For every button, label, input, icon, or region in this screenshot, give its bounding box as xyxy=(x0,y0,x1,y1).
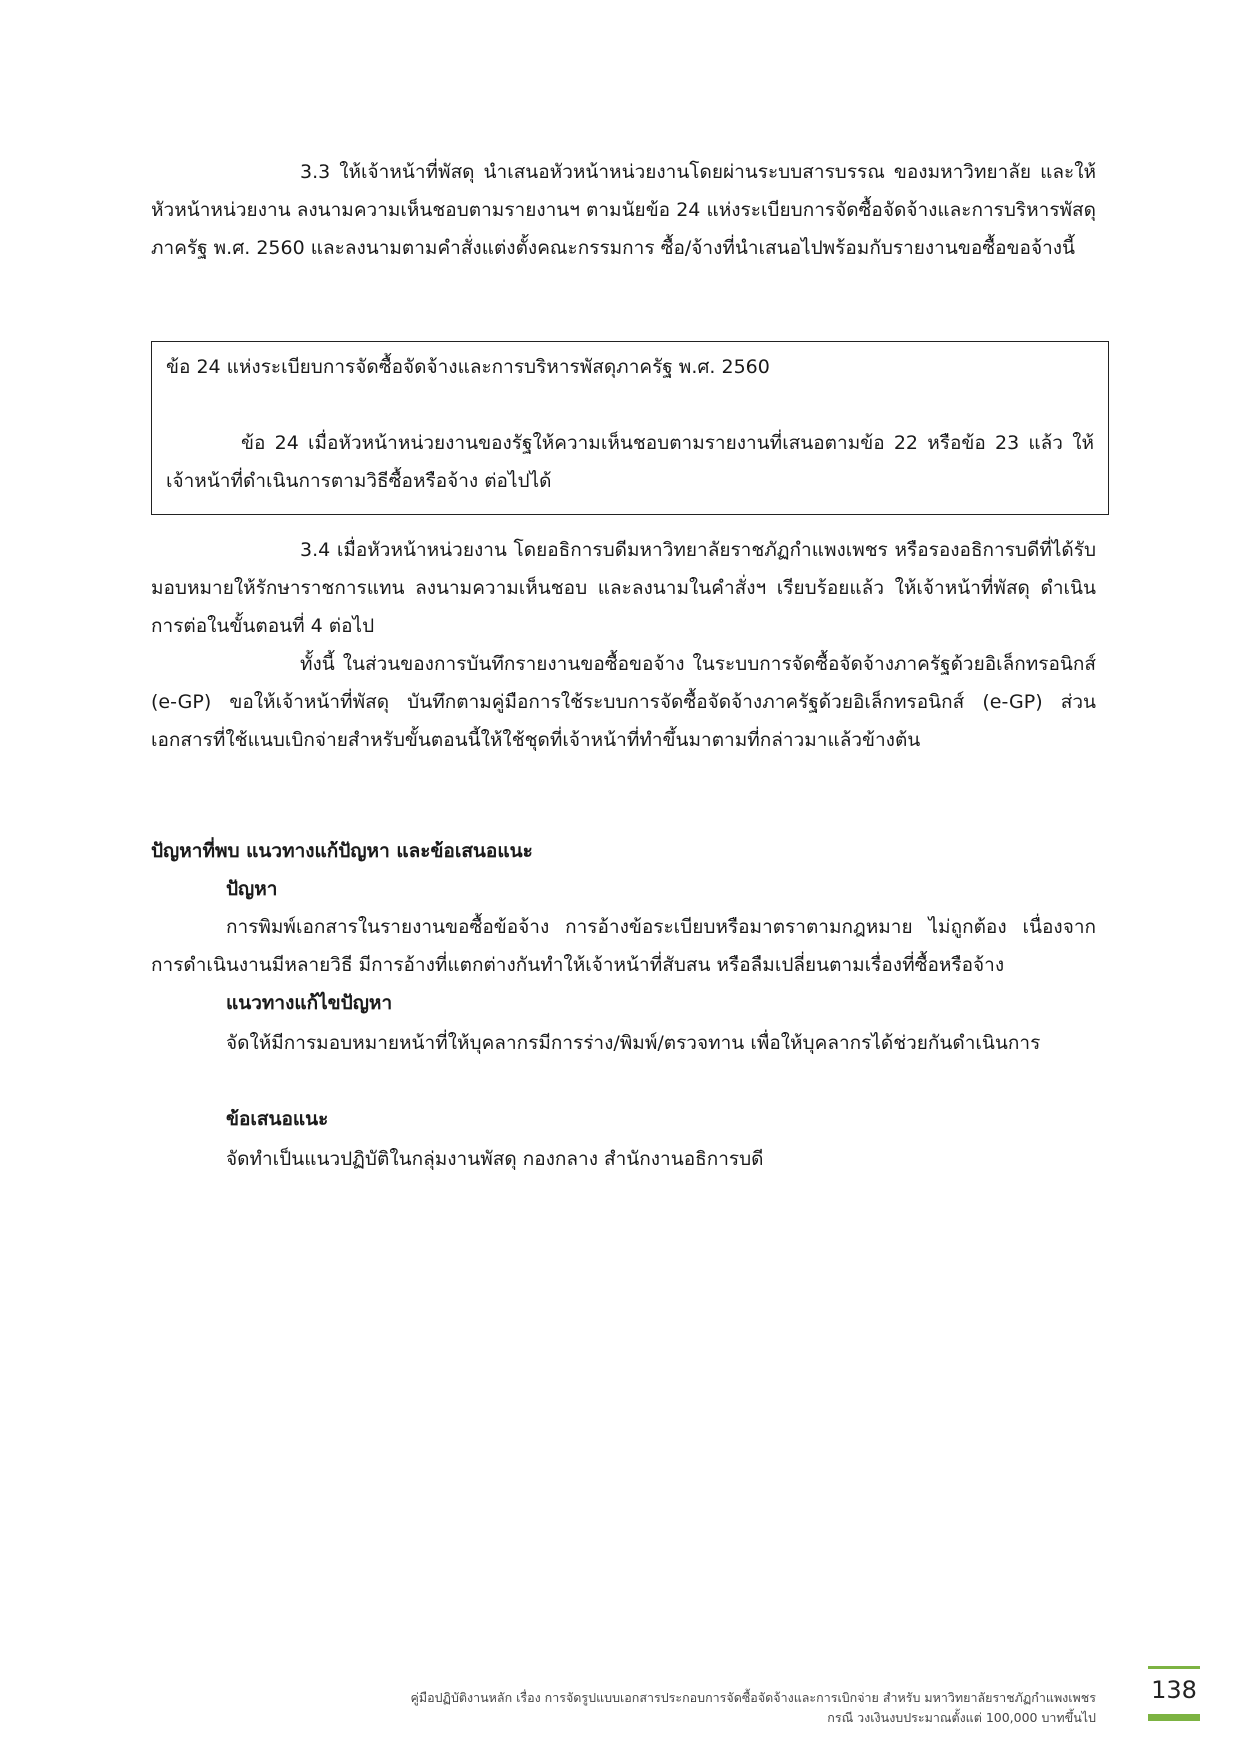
footer-manual-title: คู่มือปฏิบัติงานหลัก เรื่อง การจัดรูปแบบเอกสารประกอบการจัดซื้อจัดจ้างและการเบิกจ่าย สำหรับ มหาวิทยาลัยราชภัฏกำแพงเพชร xyxy=(410,1690,1096,1705)
solution-text: จัดให้มีการมอบหมายหน้าที่ให้บุคลากรมีการร่าง/พิมพ์/ตรวจทาน เพื่อให้บุคลากรได้ช่วยกันดำเนินการ xyxy=(226,1032,1041,1054)
footer-budget-note: กรณี วงเงินงบประมาณตั้งแต่ 100,000 บาทขึ้นไป xyxy=(827,1710,1096,1725)
problem-label: ปัญหา xyxy=(226,878,278,900)
regulation-body: ข้อ 24 เมื่อหัวหน้าหน่วยงานของรัฐให้ความเห็นชอบตามรายงานที่เสนอตามข้อ 22 หรือข้อ 23 แล้ว ให้เจ้าหน้าที่ดำเนินการตามวิธีซื้อหรือจ้าง ต่อไปได้ xyxy=(166,432,1094,492)
page-number-top-bar xyxy=(1148,1666,1200,1669)
page-number-bottom-bar xyxy=(1148,1714,1200,1721)
page-number-block xyxy=(1148,1666,1200,1722)
section-3-4-text: 3.4 เมื่อหัวหน้าหน่วยงาน โดยอธิการบดีมหาวิทยาลัยราชภัฏกำแพงเพชร หรือรองอธิการบดีที่ได้รับมอบหมายให้รักษาราชการแทน ลงนามความเห็นชอบ และลงนามในคำสั่งฯ เรียบร้อยแล้ว ให้เจ้าหน้าที่พัสดุ ดำเนินการต่อในขั้นตอนที่ 4 ต่อไป xyxy=(151,539,1096,637)
regulation-box xyxy=(151,341,1109,515)
suggestion-label: ข้อเสนอแนะ xyxy=(226,1108,329,1130)
problem-text: การพิมพ์เอกสารในรายงานขอซื้อข้อจ้าง การอ้างข้อระเบียบหรือมาตราตามกฎหมาย ไม่ถูกต้อง เนื่องจากการดำเนินงานมีหลายวิธี มีการอ้างที่แตกต่างกันทำให้เจ้าหน้าที่สับสน หรือลืมเปลี่ยนตามเรื่องที่ซื้อหรือจ้าง xyxy=(151,916,1096,976)
page-number: 138 xyxy=(1151,1676,1197,1704)
section-3-3-text: 3.3 ให้เจ้าหน้าที่พัสดุ นำเสนอหัวหน้าหน่วยงานโดยผ่านระบบสารบรรณ ของมหาวิทยาลัย และให้หัวหน้าหน่วยงาน ลงนามความเห็นชอบตามรายงานฯ ตามนัยข้อ 24 แห่งระเบียบการจัดซื้อจัดจ้างและการบริหารพัสดุภาครัฐ พ.ศ. 2560 และลงนามตามคำสั่งแต่งตั้งคณะกรรมการ ซื้อ/จ้างที่นำเสนอไปพร้อมกับรายงานขอซื้อขอจ้างนี้ xyxy=(151,161,1096,259)
page-footer xyxy=(411,1688,1096,1728)
solution-label: แนวทางแก้ไขปัญหา xyxy=(226,992,393,1014)
problems-heading: ปัญหาที่พบ แนวทางแก้ปัญหา และข้อเสนอแนะ xyxy=(151,840,533,862)
suggestion-text: จัดทำเป็นแนวปฏิบัติในกลุ่มงานพัสดุ กองกลาง สำนักงานอธิการบดี xyxy=(226,1148,764,1170)
section-3-4-egp-text: ทั้งนี้ ในส่วนของการบันทึกรายงานขอซื้อขอจ้าง ในระบบการจัดซื้อจัดจ้างภาครัฐด้วยอิเล็กทรอนิกส์ (e-GP) ขอให้เจ้าหน้าที่พัสดุ บันทึกตามคู่มือการใช้ระบบการจัดซื้อจัดจ้างภาครัฐด้วยอิเล็กทรอนิกส์ (e-GP) ส่วนเอกสารที่ใช้แนบเบิกจ่ายสำหรับขั้นตอนนี้ให้ใช้ชุดที่เจ้าหน้าที่ทำขึ้นมาตามที่กล่าวมาแล้วข้างต้น xyxy=(151,653,1096,751)
regulation-heading: ข้อ 24 แห่งระเบียบการจัดซื้อจัดจ้างและการบริหารพัสดุภาครัฐ พ.ศ. 2560 xyxy=(166,356,770,378)
